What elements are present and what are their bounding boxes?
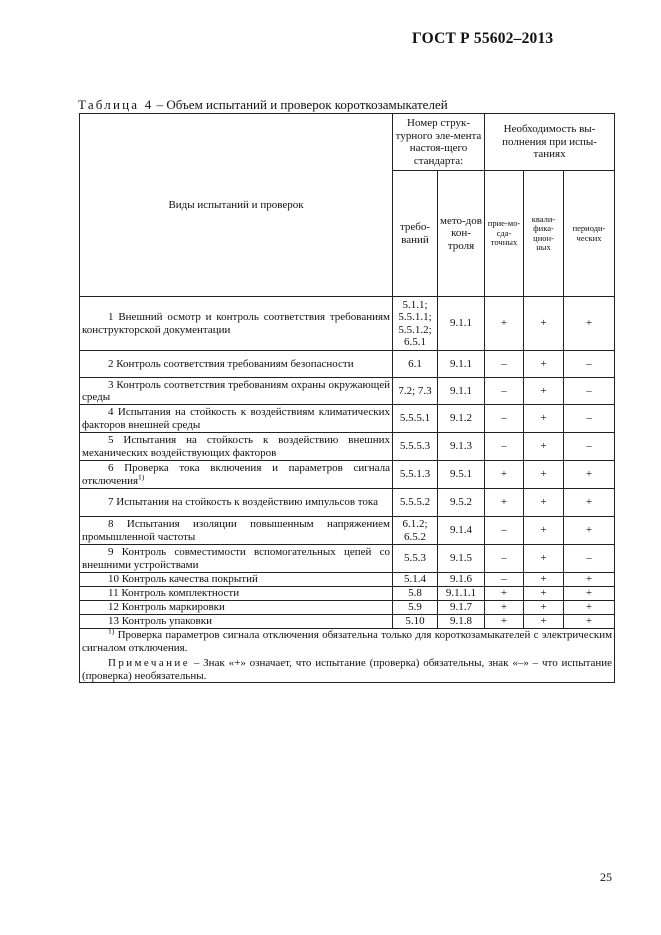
row-acceptance: – xyxy=(485,405,524,433)
header-qualification: квали-фика-цион-ных xyxy=(524,171,564,297)
row-qualification: + xyxy=(524,433,564,461)
note-label: Примечание xyxy=(108,657,190,669)
tests-table xyxy=(79,113,615,683)
row-acceptance: + xyxy=(485,587,524,601)
row-periodic: + xyxy=(564,615,615,629)
footnote-ref: 1) xyxy=(138,471,145,481)
row-name: 6 Проверка тока включения и параметров сигнала отключения xyxy=(82,462,390,487)
row-acceptance: – xyxy=(485,545,524,573)
row-qualification: + xyxy=(524,587,564,601)
table-row xyxy=(80,587,615,601)
row-method: 9.5.2 xyxy=(438,489,485,517)
row-name: 7 Испытания на стойкость к воздействию импульсов тока xyxy=(108,496,378,509)
row-periodic: – xyxy=(564,378,615,405)
row-requirements: 5.1.4 xyxy=(393,573,438,587)
row-qualification: + xyxy=(524,489,564,517)
row-acceptance: + xyxy=(485,461,524,489)
table-caption-label: Таблица 4 xyxy=(78,97,154,112)
row-method: 9.1.8 xyxy=(438,615,485,629)
row-requirements: 5.1.1; 5.5.1.1; 5.5.1.2; 6.5.1 xyxy=(393,297,438,351)
note-text: Знак «+» означает, что испытание (проверка) обязательны, знак «–» – что испытание (проверка) необязательны. xyxy=(82,657,613,682)
table-row xyxy=(80,461,615,489)
footnote-text: Проверка параметров сигнала отключения обязательна только для короткозамыкателей с электрическим сигналом отключения. xyxy=(82,629,613,654)
row-qualification: + xyxy=(524,461,564,489)
row-method: 9.1.1 xyxy=(438,351,485,378)
row-requirements: 5.8 xyxy=(393,587,438,601)
row-name: 9 Контроль совместимости вспомогательных цепей со внешними устройствами xyxy=(82,546,390,571)
row-acceptance: + xyxy=(485,297,524,351)
header-acceptance: прие-мо-сда-точных xyxy=(485,171,524,297)
row-qualification: + xyxy=(524,351,564,378)
table-row xyxy=(80,545,615,573)
table-row xyxy=(80,351,615,378)
row-acceptance: + xyxy=(485,489,524,517)
row-method: 9.1.3 xyxy=(438,433,485,461)
row-periodic: + xyxy=(564,601,615,615)
row-method: 9.5.1 xyxy=(438,461,485,489)
row-qualification: + xyxy=(524,573,564,587)
header-periodic: периоди-ческих xyxy=(564,171,615,297)
row-periodic: + xyxy=(564,461,615,489)
row-acceptance: + xyxy=(485,601,524,615)
header-necessity: Необходимость вы-полнения при испы-таниях xyxy=(485,114,615,171)
row-name: 1 Внешний осмотр и контроль соответствия требованиям конструкторской документации xyxy=(82,311,390,336)
header-requirements: требо-ваний xyxy=(393,171,438,297)
row-acceptance: – xyxy=(485,378,524,405)
table-note xyxy=(82,657,612,682)
row-name: 8 Испытания изоляции повышенным напряжением промышленной частоты xyxy=(82,518,390,543)
row-acceptance: – xyxy=(485,573,524,587)
row-name: 3 Контроль соответствия требованиям охраны окружающей среды xyxy=(82,378,390,403)
row-periodic: – xyxy=(564,545,615,573)
table-row xyxy=(80,489,615,517)
row-method: 9.1.2 xyxy=(438,405,485,433)
table-footer-row xyxy=(80,629,615,683)
row-name: 11 Контроль комплектности xyxy=(108,587,240,599)
row-requirements: 6.1 xyxy=(393,351,438,378)
row-periodic: + xyxy=(564,489,615,517)
row-requirements: 5.5.5.3 xyxy=(393,433,438,461)
note-dash: – xyxy=(193,657,200,669)
row-requirements: 5.10 xyxy=(393,615,438,629)
page-number: 25 xyxy=(600,870,612,884)
row-method: 9.1.1.1 xyxy=(438,587,485,601)
row-periodic: – xyxy=(564,405,615,433)
table-row xyxy=(80,601,615,615)
footnote-mark: 1) xyxy=(108,626,115,636)
row-periodic: + xyxy=(564,297,615,351)
row-requirements: 5.5.5.1 xyxy=(393,405,438,433)
row-name: 10 Контроль качества покрытий xyxy=(108,573,258,585)
row-name: 12 Контроль маркировки xyxy=(108,601,225,613)
table-row xyxy=(80,405,615,433)
row-acceptance: – xyxy=(485,351,524,378)
row-qualification: + xyxy=(524,405,564,433)
table-caption-title: Объем испытаний и проверок короткозамыкателей xyxy=(166,97,448,112)
row-requirements: 7.2; 7.3 xyxy=(393,378,438,405)
table-row xyxy=(80,615,615,629)
table-row xyxy=(80,433,615,461)
table-caption xyxy=(78,97,448,113)
table-row xyxy=(80,378,615,405)
footnote xyxy=(82,626,613,654)
table-footnotes xyxy=(80,626,615,683)
table-caption-dash: – xyxy=(156,97,164,112)
row-qualification: + xyxy=(524,545,564,573)
row-name: 2 Контроль соответствия требованиям безопасности xyxy=(108,357,354,370)
row-qualification: + xyxy=(524,615,564,629)
header-number: Номер струк-турного эле-мента настоя-щего стандарта: xyxy=(393,114,485,171)
row-method: 9.1.5 xyxy=(438,545,485,573)
row-periodic: + xyxy=(564,517,615,545)
row-requirements: 5.9 xyxy=(393,601,438,615)
row-method: 9.1.4 xyxy=(438,517,485,545)
row-qualification: + xyxy=(524,601,564,615)
table-row xyxy=(80,573,615,587)
row-qualification: + xyxy=(524,517,564,545)
row-requirements: 5.5.5.2 xyxy=(393,489,438,517)
row-acceptance: – xyxy=(485,433,524,461)
row-name: 13 Контроль упаковки xyxy=(108,615,212,627)
standard-code: ГОСТ Р 55602–2013 xyxy=(412,30,554,47)
header-types: Виды испытаний и проверок xyxy=(80,114,393,297)
row-acceptance: – xyxy=(485,517,524,545)
row-name: 4 Испытания на стойкость к воздействиям климатических факторов внешней среды xyxy=(82,406,390,431)
row-name: 5 Испытания на стойкость к воздействию внешних механических воздействующих факторов xyxy=(82,434,390,459)
row-method: 9.1.1 xyxy=(438,297,485,351)
table-row xyxy=(80,297,615,351)
row-method: 9.1.7 xyxy=(438,601,485,615)
row-method: 9.1.1 xyxy=(438,378,485,405)
row-periodic: + xyxy=(564,587,615,601)
row-qualification: + xyxy=(524,297,564,351)
row-requirements: 5.5.1.3 xyxy=(393,461,438,489)
row-qualification: + xyxy=(524,378,564,405)
row-periodic: – xyxy=(564,351,615,378)
row-periodic: + xyxy=(564,573,615,587)
row-acceptance: + xyxy=(485,615,524,629)
table-row xyxy=(80,517,615,545)
header-methods: мето-дов кон-троля xyxy=(438,171,485,297)
row-periodic: – xyxy=(564,433,615,461)
row-requirements: 6.1.2; 6.5.2 xyxy=(393,517,438,545)
row-method: 9.1.6 xyxy=(438,573,485,587)
row-requirements: 5.5.3 xyxy=(393,545,438,573)
